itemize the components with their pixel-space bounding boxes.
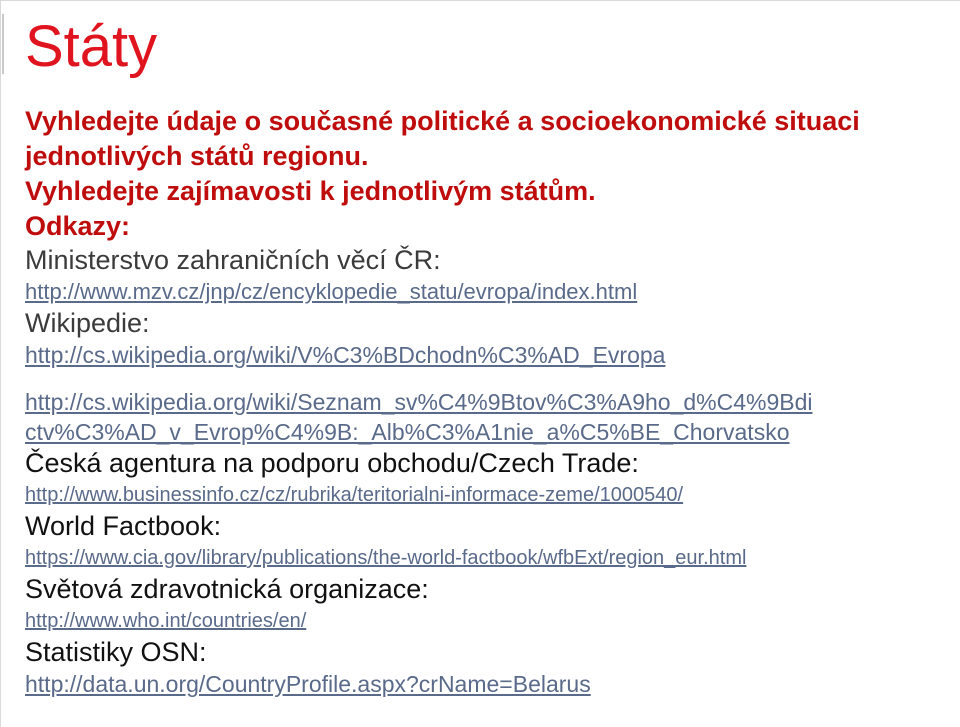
czechtrade-link[interactable]: http://www.businessinfo.cz/cz/rubrika/teritorialni-informace-zeme/1000540/ [25,484,684,506]
spacer [25,370,945,387]
wiki-label: Wikipedie: [25,308,150,338]
czechtrade-label: Česká agentura na podporu obchodu/Czech Trade: [25,448,639,478]
wiki-link-heritage-line-2[interactable]: ctv%C3%AD_v_Evrop%C4%9B:_Alb%C3%A1nie_a%C5%BE_Chorvatsko [25,419,790,445]
factbook-label: World Factbook: [25,511,222,541]
mzv-label: Ministerstvo zahraničních věcí ČR: [25,245,441,275]
links-heading: Odkazy: [25,211,131,241]
slide-side-mark [2,14,4,74]
slide-border-top [0,0,960,1]
factbook-link[interactable]: https://www.cia.gov/library/publications/the-world-factbook/wfbExt/region_eur.html [25,547,747,569]
who-link[interactable]: http://www.who.int/countries/en/ [25,610,307,632]
slide-border-left [0,0,1,727]
task-line-3: Vyhledejte zajímavosti k jednotlivým státům. [25,176,596,206]
un-stats-label: Statistiky OSN: [25,637,207,667]
slide-title: Státy [25,14,158,79]
slide-content [25,104,945,699]
wiki-link-east-europe[interactable]: http://cs.wikipedia.org/wiki/V%C3%BDchodn%C3%AD_Evropa [25,342,666,368]
who-label: Světová zdravotnická organizace: [25,574,429,604]
task-line-1: Vyhledejte údaje o současné politické a socioekonomické situaci [25,106,860,136]
wiki-link-heritage-line-1[interactable]: http://cs.wikipedia.org/wiki/Seznam_sv%C4%9Btov%C3%A9ho_d%C4%9Bdi [25,389,813,415]
mzv-link[interactable]: http://www.mzv.cz/jnp/cz/encyklopedie_statu/evropa/index.html [25,279,638,304]
un-stats-link[interactable]: http://data.un.org/CountryProfile.aspx?crName=Belarus [25,671,591,697]
task-line-2: jednotlivých států regionu. [25,141,369,171]
